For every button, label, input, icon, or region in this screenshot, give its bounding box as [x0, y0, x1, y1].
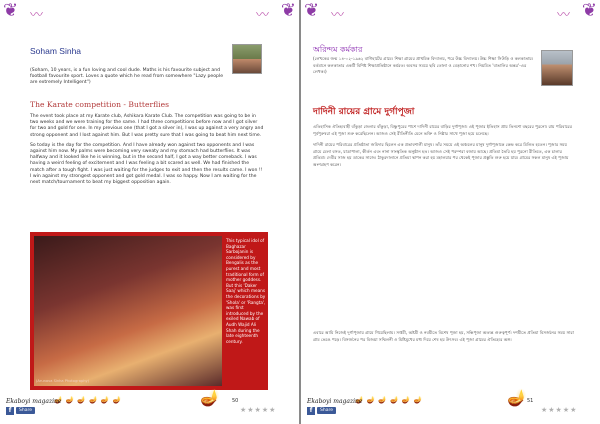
photo-credit: (Arunava Sinha Photography) [36, 379, 90, 383]
magazine-logo: Ekaboyi magazine [307, 398, 363, 405]
left-page [0, 0, 299, 424]
article-body [30, 114, 264, 190]
durga-idol-photo [34, 236, 222, 386]
corner-ornament-icon: ❦ [581, 0, 597, 21]
rating-stars[interactable]: ★★★★★ [240, 406, 277, 414]
author-photo [232, 44, 262, 74]
corner-ornament-icon: ❦ [280, 0, 296, 21]
author-name: Soham Sinha [30, 46, 82, 56]
page-number: 51 [527, 398, 534, 404]
lamp-icon: 🪔 [507, 388, 527, 407]
lamp-row-icon: 🪔🪔🪔🪔🪔🪔 [355, 396, 426, 404]
corner-ornament-icon: ❦ [304, 0, 320, 21]
magazine-logo: Ekaboyi magazine [6, 398, 62, 405]
article-paragraph: এবারে আমি নিজেই দুর্গাপূজায় গ্রামে গিয়েছিলাম। সপ্তমী, অষ্টমী ও নবমীতে বিশেষ পূজা হয়, সন্ধিপূজা অত্যন্ত গুরুত্বপূর্ণ। দশমীতে প্রতিমা বিসর্জনের সময় সারা গ্রাম ভেঙে পড়ে। বিসর্জনের পর বিজয়া সম্মিলনী ও মিষ্টিমুখের মধ্য দিয়ে শেষ হয় উৎসব। এই পূজা গ্রামের ঐতিহ্যের অঙ্গ। [313, 330, 574, 342]
rating-stars[interactable]: ★★★★★ [541, 406, 578, 414]
photo-caption: This typical idol of Baghazar Sarbojanin is considered by Bengalis as the purest and most traditional form of mother goddess. But this 'Daker Saaj' which means the decorations by 'Shola' or 'Rangta', was first introduced by the exiled Nawab of Audh Wajid Ali Shah during the late eighteenth century. [226, 238, 266, 344]
page-number: 50 [232, 398, 239, 404]
author-name: অরিন্দম কর্মকার [313, 45, 363, 54]
article-paragraph: The event took place at my Karate club, Ashikara Karate Club. The competition was going to be in two weeks and we were training for the same. I had three competitions before now and I got silver for two and gold for one. In my previous one (that I got a silver in), I was up against a very angry and strong opponent and I lost against him. But I was pretty sure that I was going to beat him next time. [30, 114, 264, 138]
facebook-icon[interactable]: f [6, 407, 14, 415]
author-bio: (লেখকের জন্ম ১৪-০২-১৯৬২ বাগিহাটের গ্রামে। শিক্ষা গ্রামের প্রাথমিক বিদ্যালয়, পরে উচ্চ বিদ্যালয়। উচ্চ শিক্ষা সিউড়ি ও কলকাতায়। বর্তমানে কলকাতার একটি বিশিষ্ট শিক্ষাপ্রতিষ্ঠানে কর্মরত। অবসর সময়ে ছবি তোলা ও বেড়ানোর শখ। নিয়মিত 'বাঙালির অন্তর'-এর লেখক।) [313, 56, 534, 75]
article-paragraph: দাদিনী রায়ের পরিবারের প্রতিষ্ঠাতা জমিদার ছিলেন এক প্রভাবশালী মানুষ। তাঁর সময়ে এই অঞ্চলের মানুষ দুর্গাপূজাকে কেন্দ্র করে মিলিত হতেন। পূজার সময় গ্রামে মেলা বসত, যাত্রাপালা, কীর্তন এবং নানা সাংস্কৃতিক অনুষ্ঠান হত। আজও সেই পরম্পরা বজায় আছে। প্রতিমা তৈরি হয় পুরনো রীতিতে, এক চালার প্রতিমা। দেবীর সাজ হয় ডাকের সাজে। ঠাকুরদালানে প্রতিমা স্থাপন করা হয় মহালয়ার পর থেকেই পূজার প্রস্তুতি শুরু হয়ে যায়। গ্রামের সকল মানুষ এই পূজায় অংশগ্রহণ করেন। [313, 142, 569, 167]
article-body-continued [313, 330, 575, 348]
article-title: The Karate competition - Butterflies [30, 100, 169, 109]
swirl-ornament-icon: 〰 [331, 8, 345, 23]
lamp-icon: 🪔 [200, 388, 220, 407]
corner-ornament-icon: ❦ [3, 0, 19, 21]
share-button[interactable]: Share [16, 407, 35, 414]
author-bio: (Soham, 10 years, is a fun loving and cool dude. Maths is his favourite subject and football favourite sport. Loves a quote which he read from somewhere "Lazy people are extremely Intelligent") [30, 68, 224, 85]
page-footer [0, 388, 299, 424]
facebook-icon[interactable]: f [307, 407, 315, 415]
page-footer [301, 388, 600, 424]
swirl-ornament-icon: 〰 [30, 8, 44, 23]
article-title: দাদিনী রায়ের গ্রামে দুর্গাপূজা [313, 107, 415, 117]
article-paragraph: So today is the day for the competition. And I have already won against two opponents and I was against him now. My palms were becoming very sweaty and my stomach had butterflies. It was halfway and it looked like he is winning, but in the second half, I got a way better comeback. I was having a weird feeling of excitement and I was feeling a bit scared as well. We had finished the match after a tough fight. I was just waiting for the judges to exit and then the results came. I won !! I win against my strongest opponent and got gold medal. I was so happy. Now I am waiting for the next match/tournament to beat my biggest opposition again. [30, 142, 263, 186]
article-paragraph: এতিহাসিক ঐতিহ্যবাহী বাঁকুড়া জেলার বাঁকুড়া, বিষ্ণুপুরের পাশে দাদিনী রায়ের বাড়ির দুর্গাপূজা। এই পূজার ইতিহাস প্রায় তিনশো বছরের পুরনো। রায় পরিবারের পূর্বপুরুষরা এই পূজা শুরু করেছিলেন। আজও সেই রীতিনীতি মেনে ভক্তি ও নিষ্ঠার সাথে পূজা হয়ে চলেছে। [313, 124, 573, 136]
swirl-ornament-icon: 〰 [556, 8, 570, 23]
swirl-ornament-icon: 〰 [255, 8, 269, 23]
lamp-row-icon: 🪔🪔🪔🪔🪔🪔 [54, 396, 125, 404]
article-body [313, 124, 575, 174]
share-button[interactable]: Share [317, 407, 336, 414]
author-photo [541, 50, 573, 86]
right-page [301, 0, 600, 424]
